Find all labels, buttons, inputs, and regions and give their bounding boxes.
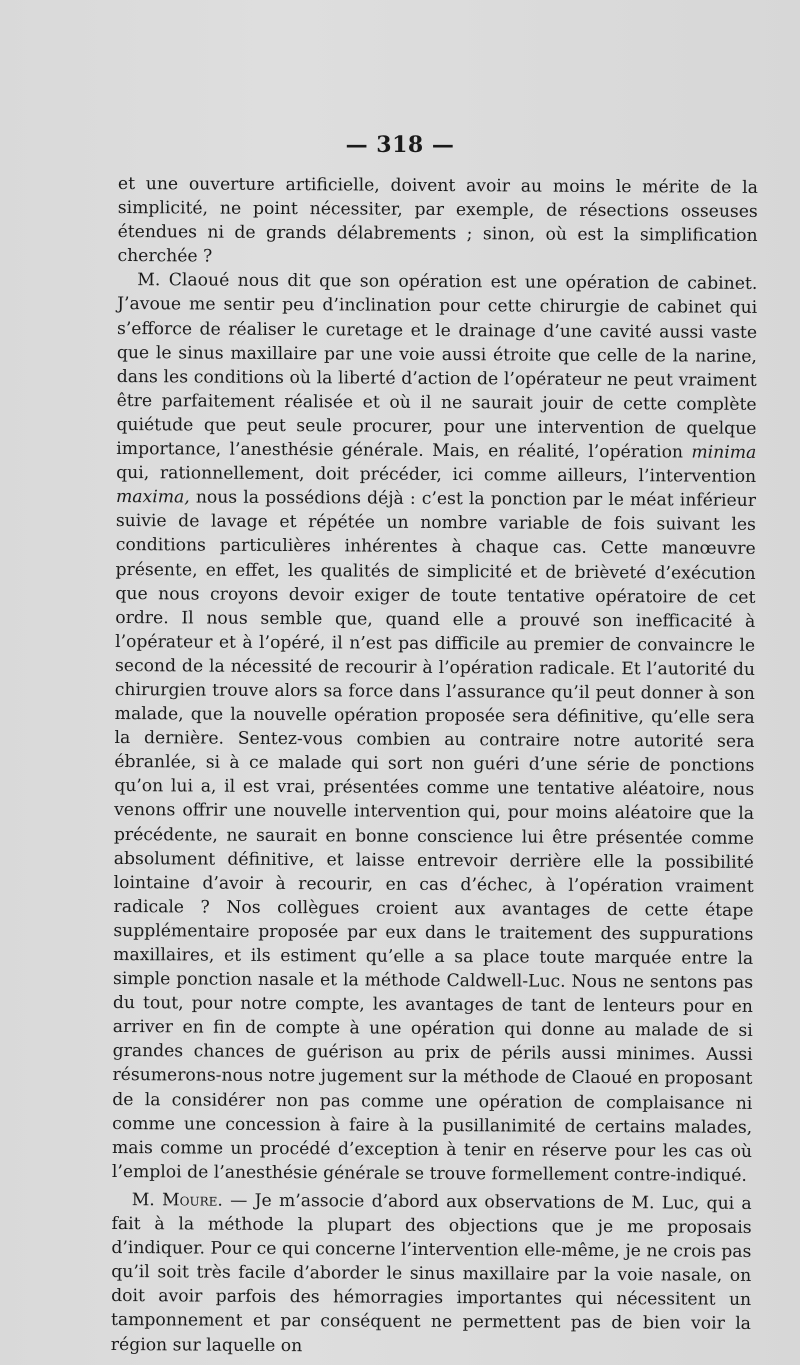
- paragraph-text: nous la possédions déjà : c’est la ponction par le méat inférieur suivie de lavage et répétée un nombre variable de fois suivant les conditions particulières inhérentes à chaque cas. Cette manœuvre présente, en effet, les qualités de simplicité et de brièveté d’exécution que nous croyons devoir exiger de toute tentative opératoire de cet ordre. Il nous semble que, quand elle a prouvé son inefficacité à l’opérateur et à l’opéré, il n’est pas difficile au premier de convaincre le second de la nécessité de recourir à l’opération radicale. Et l’autorité du chirurgien trouve alors sa force dans l’assurance qu’il peut donner à son malade, que la nouvelle opération proposée sera définitive, qu’elle sera la dernière. Sentez-vous combien au contraire notre autorité sera ébranlée, si à ce malade qui sort non guéri d’une série de ponctions qu’on lui a, il est vrai, présentées comme une tentative aléatoire, nous venons offrir une nouvelle intervention qui, pour moins aléatoire que la précédente, ne saurait en bonne conscience lui être présentée comme absolument définitive, et laisse entrevoir derrière elle la possibilité lointaine d’avoir à recourir, en cas d’échec, à l’opération vraiment radicale ? Nos collègues croient aux avantages de cette étape supplémentaire proposée par eux dans le traitement des suppurations maxillaires, et ils estiment qu’elle a sa place toute marquée entre la simple ponction nasale et la méthode Caldwell-Luc. Nous ne sentons pas du tout, pour notre compte, les avantages de tant de lenteurs pour en arriver en fin de compte à une opération qui donne au malade de si grandes chances de guérison au prix de périls aussi minimes. Aussi résumerons-nous notre jugement sur la méthode de Claoué en proposant de la considérer non pas comme une opération de complaisance ni comme une concession à faire à la pusillanimité de certains malades, mais comme un procédé d’exception à tenir en réserve pour les cas où l’emploi de l’anesthésie générale se trouve formellement contre-indiqué.: [111, 487, 757, 1186]
- speaker-name: M. Moure.: [131, 1190, 223, 1211]
- paragraph-moure: [111, 1188, 752, 1361]
- paragraph-text: M. Claoué nous dit que son opération est une opération de cabinet. J’avoue me sentir peu d’inclination pour cette chirurgie de cabinet qui s’efforce de réaliser le curetage et le drainage d’une cavité aussi vaste que le sinus maxillaire par une voie aussi étroite que celle de la narine, dans les conditions où la liberté d’action de l’opérateur ne peut vraiment être parfaitement réalisée et où il ne saurait jouir de cette complète quiétude que peut seule procurer, pour une intervention de quelque importance, l’anesthésie générale. Mais, en réalité, l’opération: [116, 270, 758, 463]
- paragraph-text: et une ouverture artificielle, doivent avoir au moins le mérite de la simplicité, ne point nécessiter, par exemple, de résections osseuses étendues ni de grands délabrements ; sinon, où est la simplification cherchée ?: [117, 173, 758, 267]
- page-number: — 318 —: [345, 132, 455, 158]
- paragraph-continuation: [117, 172, 758, 272]
- paragraph-text: — Je m’associe d’abord aux observations de M. Luc, qui a fait à la méthode la plupart des objections que je me proposais d’indiquer. Pour ce qui concerne l’intervention elle-même, je ne crois pas qu’il soit très facile d’aborder le sinus maxillaire par la voie nasale, on doit avoir parfois des hémorragies importantes qui nécessitent un tamponnement et par conséquent ne permettent pas de bien voir la région sur laquelle on: [110, 1190, 752, 1356]
- paragraph-luc: [112, 268, 758, 1187]
- emphasis-minima: minima: [691, 442, 757, 463]
- body-text: [111, 172, 758, 1360]
- paragraph-text: qui, rationnellement, doit précéder, ici comme ailleurs, l’intervention: [116, 463, 757, 488]
- emphasis-maxima: maxima,: [115, 487, 190, 508]
